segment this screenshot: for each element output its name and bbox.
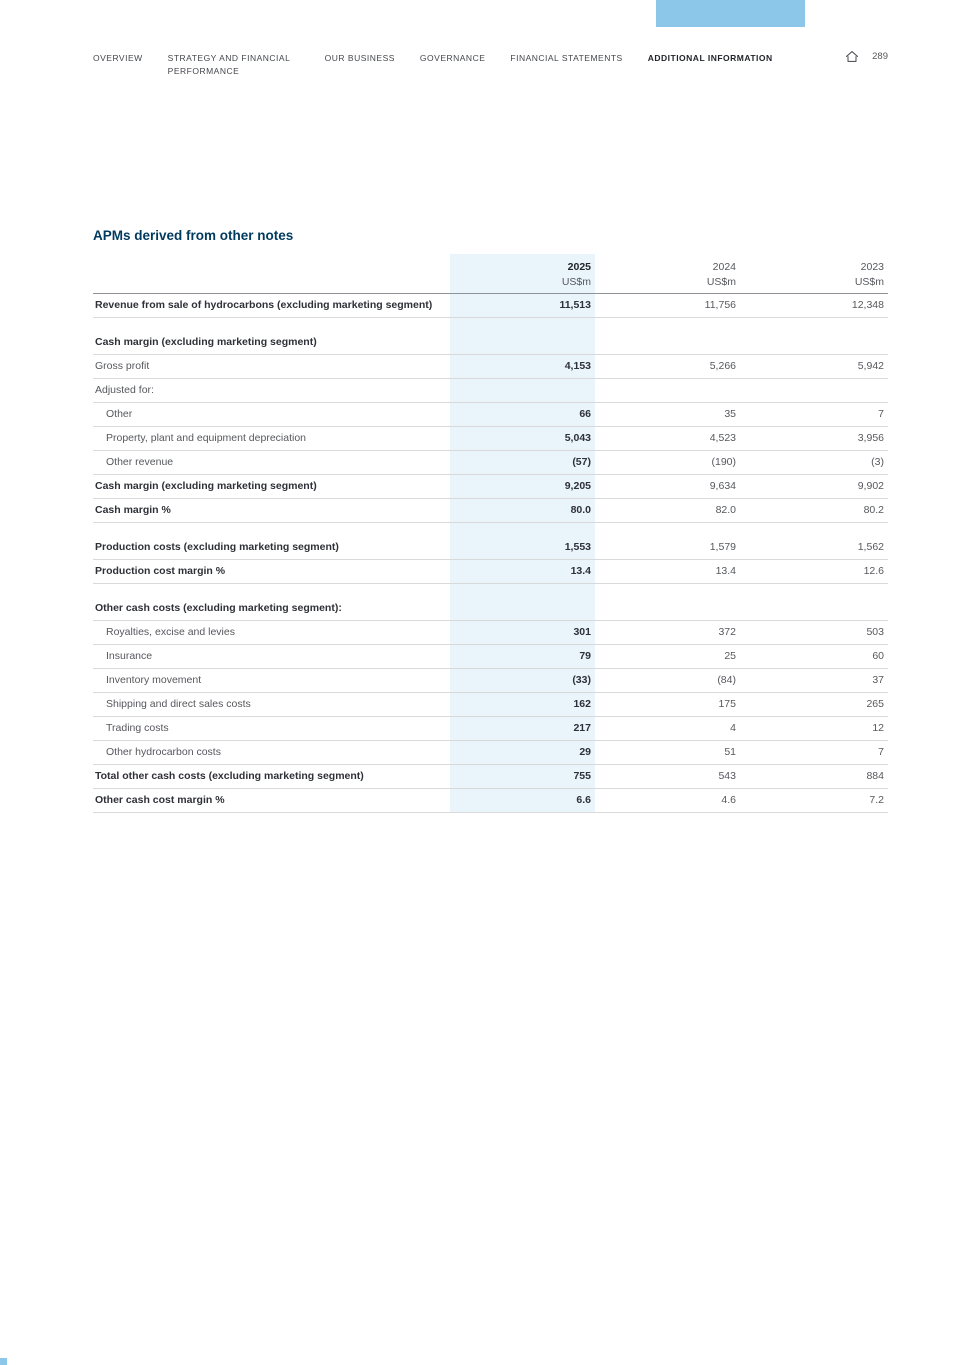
cell-2025 [450,379,595,402]
cell-2023 [740,523,888,536]
cell-2025: 5,043 [450,427,595,450]
apm-table-section [93,228,888,813]
row-label: Other cash cost margin % [95,793,225,806]
table-row [93,379,888,403]
cell-2025: 29 [450,741,595,764]
cell-2024 [595,318,740,331]
cell-2023: 7 [878,407,884,420]
cell-2025: 66 [450,403,595,426]
table-row [93,621,888,645]
cell-2024: (190) [711,455,736,468]
nav-right [845,50,888,63]
page-corner-mark [0,1358,7,1365]
cell-2025: 755 [450,765,595,788]
row-label: Other hydrocarbon costs [106,745,221,758]
page-number: 289 [872,51,888,62]
row-label: Royalties, excise and levies [106,625,235,638]
cell-2024: 25 [724,649,736,662]
row-label: Adjusted for: [95,383,154,396]
row-label [93,318,450,331]
column-year: 2025 [567,261,591,273]
table-row [93,427,888,451]
cell-2023: (3) [871,455,884,468]
cell-2024: 51 [724,745,736,758]
cell-2024: 4 [730,721,736,734]
cell-2025: 79 [450,645,595,668]
cell-2024: 11,756 [704,298,736,311]
cell-2024: 82.0 [715,503,736,516]
row-label: Cash margin (excluding marketing segment) [95,479,317,492]
cell-2024: 372 [718,625,736,638]
cell-2025 [450,318,595,331]
cell-2023: 5,942 [857,359,884,372]
table-row [93,645,888,669]
row-label: Other cash costs (excluding marketing segment): [95,601,342,614]
column-header-2024 [595,254,740,293]
cell-2023 [740,318,888,331]
cell-2023: 12 [872,721,884,734]
cell-2023: 37 [872,673,884,686]
table-row [93,536,888,560]
nav-item-overview[interactable]: OVERVIEW [93,53,143,63]
column-year: 2023 [860,261,884,273]
table-row [93,765,888,789]
cell-2023: 12.6 [863,564,884,577]
cell-2024: 4,523 [709,431,736,444]
row-label [93,523,450,536]
cell-2024: 175 [718,697,736,710]
table-row [93,597,888,621]
nav-item-financial-statements[interactable]: FINANCIAL STATEMENTS [510,53,623,63]
cell-2023: 80.2 [863,503,884,516]
table-row [93,669,888,693]
row-label: Property, plant and equipment depreciation [106,431,307,444]
cell-2023: 3,956 [857,431,884,444]
cell-2023: 7 [878,745,884,758]
cell-2023: 12,348 [851,298,884,311]
cell-2025: 80.0 [450,499,595,522]
nav-item-our-business[interactable]: OUR BUSINESS [324,53,395,63]
cell-2025: 1,553 [450,536,595,559]
cell-2023: 1,562 [857,540,884,553]
cell-2024: 1,579 [709,540,736,553]
cell-2024: 35 [724,407,736,420]
cell-2023: 7.2 [869,793,884,806]
column-unit: US$m [854,275,884,288]
cell-2024: 9,634 [709,479,736,492]
active-section-tab-marker [656,0,805,27]
table-row [93,403,888,427]
header-label-cell [93,254,450,293]
cell-2024: 5,266 [709,359,736,372]
row-label: Other [106,407,133,420]
cell-2024 [595,584,740,597]
cell-2025: 9,205 [450,475,595,498]
table-title: APMs derived from other notes [93,228,294,243]
table-row [93,355,888,379]
table-row [93,451,888,475]
cell-2025 [450,597,595,620]
nav-item-additional-information[interactable]: ADDITIONAL INFORMATION [647,53,773,63]
cell-2025: 11,513 [450,294,595,317]
cell-2025 [450,523,595,536]
row-label: Inventory movement [106,673,202,686]
row-label: Trading costs [106,721,169,734]
row-label [93,584,450,597]
cell-2023: 9,902 [857,479,884,492]
cell-2023: 503 [866,625,884,638]
cell-2024: 13.4 [715,564,736,577]
column-header-2023 [740,254,888,293]
row-label: Production costs (excluding marketing segment) [95,540,339,553]
cell-2023 [740,379,888,402]
cell-2024: (84) [717,673,736,686]
cell-2023: 265 [866,697,884,710]
nav-item-governance[interactable]: GOVERNANCE [419,53,486,63]
row-label: Shipping and direct sales costs [106,697,251,710]
cell-2025: 4,153 [450,355,595,378]
column-year: 2024 [712,261,736,273]
cell-2024 [595,597,740,620]
cell-2025 [450,331,595,354]
row-label: Gross profit [95,359,150,372]
table-header-row [93,254,888,294]
cell-2023: 884 [866,769,884,782]
table-spacer-row [93,584,888,597]
cell-2025: 217 [450,717,595,740]
cell-2025: 301 [450,621,595,644]
row-label: Other revenue [106,455,174,468]
cell-2023 [740,597,888,620]
cell-2024: 4.6 [721,793,736,806]
cell-2023 [740,331,888,354]
table-spacer-row [93,523,888,536]
cell-2024 [595,379,740,402]
table-row [93,475,888,499]
row-label: Insurance [106,649,153,662]
home-icon[interactable] [845,50,859,63]
table-body [93,294,888,813]
cell-2025: 13.4 [450,560,595,583]
row-label: Cash margin (excluding marketing segment) [95,335,317,348]
row-label: Total other cash costs (excluding marketing segment) [95,769,364,782]
cell-2025 [450,584,595,597]
top-nav [93,52,773,78]
cell-2025: (57) [450,451,595,474]
column-header-2025 [450,254,595,293]
table-row [93,789,888,813]
cell-2023: 60 [872,649,884,662]
cell-2025: 6.6 [450,789,595,812]
table-row [93,560,888,584]
table-row [93,331,888,355]
nav-item-strategy-and-financial-performance[interactable]: STRATEGY AND FINANCIAL PERFORMANCE [167,53,290,77]
cell-2024 [595,331,740,354]
table-row [93,741,888,765]
cell-2023 [740,584,888,597]
row-label: Production cost margin % [95,564,226,577]
row-label: Cash margin % [95,503,171,516]
column-unit: US$m [706,275,736,288]
table-row [93,717,888,741]
table-row [93,499,888,523]
cell-2025: (33) [450,669,595,692]
cell-2025: 162 [450,693,595,716]
table-spacer-row [93,318,888,331]
cell-2024 [595,523,740,536]
table-row [93,693,888,717]
table-row [93,294,888,318]
cell-2024: 543 [718,769,736,782]
row-label: Revenue from sale of hydrocarbons (excluding marketing segment) [95,298,433,311]
column-unit: US$m [561,275,591,288]
